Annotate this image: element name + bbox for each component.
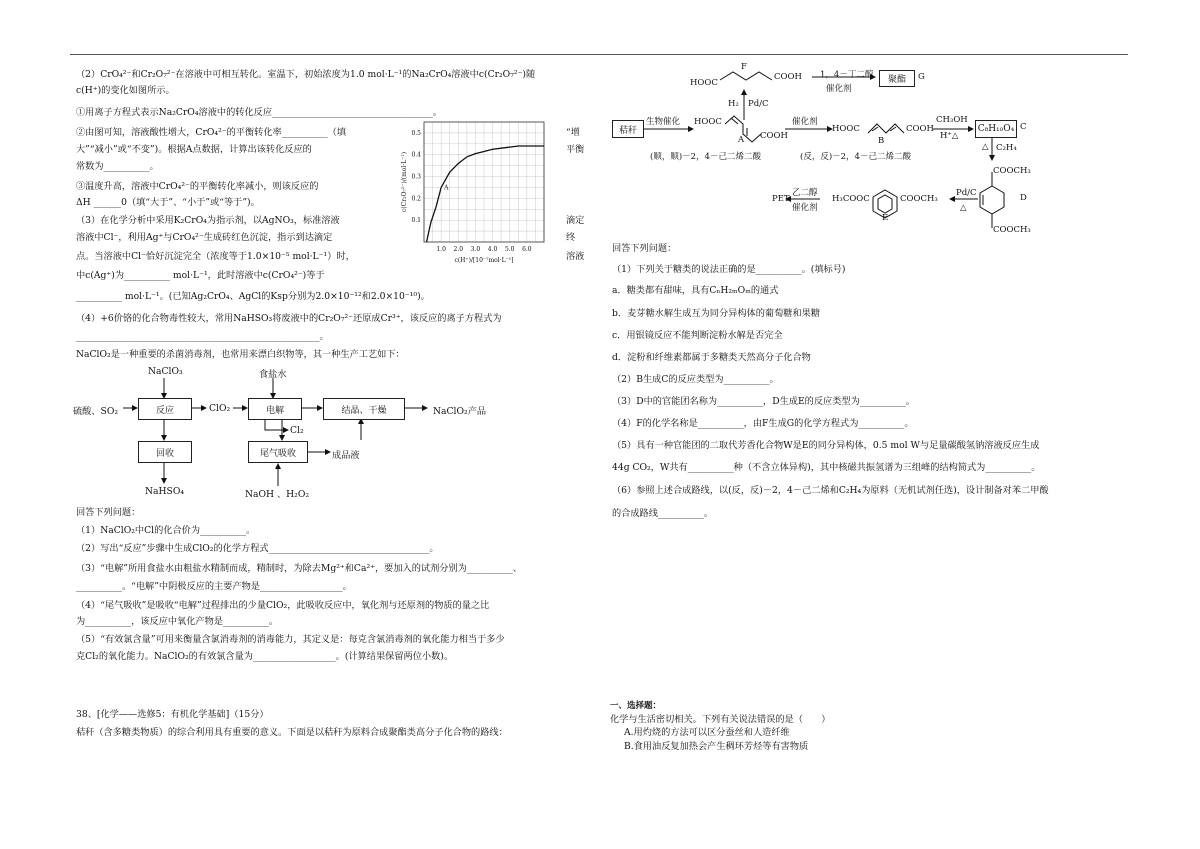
catalyst-3: 催化剂 bbox=[792, 203, 818, 213]
p5b: 克Cl₂的氧化能力。NaClO₂的有效氯含量为__________________。(计算结果保留两位小数)。 bbox=[76, 651, 454, 662]
side-word-2: 平衡 bbox=[566, 144, 585, 155]
q2-sub3a: ③温度升高，溶液中CrO₄²⁻的平衡转化率减小，则该反应的 bbox=[76, 181, 319, 192]
q2-intro-b: c(H⁺)的变化如图所示。 bbox=[76, 85, 175, 96]
straw-box bbox=[612, 120, 644, 138]
flow-brine: 食盐水 bbox=[259, 369, 287, 380]
polyester-label: 聚酯 bbox=[887, 75, 906, 85]
y-tick-label: 0.2 bbox=[411, 195, 421, 203]
rd: d．淀粉和纤维素都属于多糖类天然高分子化合物 bbox=[612, 352, 811, 363]
delta-1: △ bbox=[982, 142, 989, 152]
flow-cryst-label: 结晶、干燥 bbox=[341, 405, 387, 416]
x-tick-label: 3.0 bbox=[470, 246, 481, 253]
y-tick-label: 0.3 bbox=[411, 173, 421, 181]
r5b: 44g CO₂，W共有__________种（不含立体异构)，其中核磁共振氢谱为三组峰的结构简式为__________。 bbox=[612, 462, 1041, 473]
y-tick-label: 0.5 bbox=[411, 129, 421, 137]
a-label: A bbox=[738, 135, 745, 145]
c2h4: C₂H₄ bbox=[996, 143, 1017, 153]
x-tick-label: 5.0 bbox=[504, 246, 515, 253]
flow-nahso4: NaHSO₄ bbox=[145, 486, 185, 497]
r6b: 的合成路线__________。 bbox=[612, 508, 714, 519]
point-a-label: A bbox=[444, 184, 449, 192]
q3-e: __________ mol·L⁻¹。(已知Ag₂CrO₄、AgCl的Ksp分别为2.0×10⁻¹²和2.0×10⁻¹⁰)。 bbox=[76, 291, 430, 302]
p4a: （4）“尾气吸收”是吸收“电解”过程排出的少量ClO₂，此吸收反应中，氧化剂与还原剂的物质的量之比 bbox=[76, 600, 490, 611]
flow-cl2: Cl₂ bbox=[290, 425, 304, 436]
x-tick-label: 4.0 bbox=[487, 246, 498, 253]
x-tick-label: 1.0 bbox=[436, 246, 446, 253]
rc: c．用银镜反应不能判断淀粉水解是否完全 bbox=[612, 330, 783, 341]
y-tick-label: 0.4 bbox=[411, 151, 421, 159]
mc-question: 化学与生活密切相关。下列有关说法错误的是（ ） bbox=[610, 714, 831, 725]
catalyst-2: 催化剂 bbox=[792, 117, 818, 127]
q2-sub2a: ②由图可知，溶液酸性增大，CrO₄²⁻的平衡转化率__________（填 bbox=[76, 127, 347, 138]
flow-naclo3: NaClO₃ bbox=[148, 366, 183, 377]
flow-recycle-box bbox=[138, 441, 192, 463]
side-word-5: 溶液 bbox=[566, 251, 585, 262]
flow-react-box bbox=[138, 398, 192, 420]
series-line bbox=[427, 146, 544, 242]
q4-a: （4）+6价铬的化合物毒性较大，常用NaHSO₃将废液中的Cr₂O₇²⁻还原成Cr³⁺，该反应的离子方程式为 bbox=[76, 313, 502, 324]
f-formula-left: HOOC bbox=[690, 78, 718, 88]
q38-intro: 秸秆（含多糖类物质）的综合利用具有重要的意义。下面是以秸秆为原料合成聚酯类高分子化合物的路线： bbox=[76, 727, 508, 738]
f-formula-right: COOH bbox=[774, 72, 802, 82]
polyester-box bbox=[879, 70, 915, 87]
pet-label: PET bbox=[772, 194, 790, 204]
p3b: __________。“电解”中阴极反应的主要产物是__________________。 bbox=[76, 581, 352, 592]
d-top: COOCH₃ bbox=[993, 166, 1031, 176]
q38-title: 38、[化学——选修5：有机化学基础]（15分） bbox=[76, 709, 269, 720]
h-delta: H⁺△ bbox=[940, 131, 959, 141]
d-bottom: COOCH₃ bbox=[993, 225, 1031, 235]
p3a: （3）“电解”所用食盐水由粗盐水精制而成，精制时，为除去Mg²⁺和Ca²⁺，要加入的试剂分别为__________、 bbox=[76, 563, 522, 574]
pdc-label: Pd/C bbox=[748, 99, 769, 109]
rb: b．麦芽糖水解生成互为同分异构体的葡萄糖和果糖 bbox=[612, 308, 821, 319]
r2: （2）B生成C的反应类型为__________。 bbox=[612, 374, 779, 385]
pdc-2: Pd/C bbox=[956, 188, 977, 198]
b-name: (反，反)－2，4－己二烯二酸 bbox=[800, 152, 911, 162]
catalyst-1: 催化剂 bbox=[826, 84, 852, 94]
q4-b: _____________________________________________________。 bbox=[76, 331, 329, 342]
q3-b: 溶液中Cl⁻，利用Ag⁺与CrO₄²⁻生成砖红色沉淀，指示到达滴定 bbox=[76, 232, 333, 243]
side-word-1: “增 bbox=[566, 127, 580, 138]
flow-product: NaClO₂产品 bbox=[433, 406, 487, 417]
a-right: COOH bbox=[760, 131, 788, 141]
q2-intro-a: （2）CrO₄²⁻和Cr₂O₇²⁻在溶液中可相互转化。室温下，初始浓度为1.0 mol·L⁻¹的Na₂CrO₄溶液中c(Cr₂O₇²⁻)随 bbox=[76, 69, 536, 80]
synthesis-scheme bbox=[600, 58, 1120, 236]
a-name: (顺，顺)－2，4－己二烯二酸 bbox=[650, 152, 761, 162]
a-left: HOOC bbox=[694, 117, 722, 127]
flow-reagent: NaOH 、H₂O₂ bbox=[245, 489, 310, 500]
flow-electro-box bbox=[248, 398, 302, 420]
c-box bbox=[975, 120, 1017, 138]
c-formula: C₈H₁₀O₄ bbox=[977, 124, 1015, 134]
questions-header: 回答下列问题： bbox=[76, 507, 141, 518]
side-word-3: 滴定 bbox=[566, 215, 585, 226]
p5a: （5）“有效氯含量”可用来衡量含氯消毒剂的消毒能力，其定义是：每克含氯消毒剂的氧化能力相当于多少 bbox=[76, 634, 505, 645]
ch3oh: CH₃OH bbox=[936, 115, 968, 125]
b-right: COOH bbox=[906, 124, 934, 134]
flow-cryst-box bbox=[323, 398, 405, 420]
x-tick-label: 6.0 bbox=[522, 246, 532, 253]
p2: （2）写出“反应”步骤中生成ClO₂的化学方程式___________________________________。 bbox=[76, 543, 439, 554]
side-word-4: 终 bbox=[566, 232, 576, 243]
x-tick-label: 2.0 bbox=[453, 246, 464, 253]
straw-label: 秸秆 bbox=[618, 125, 637, 136]
bio-catalysis: 生物催化 bbox=[646, 117, 681, 127]
flow-electro-label: 电解 bbox=[265, 405, 284, 416]
g-label: G bbox=[918, 72, 925, 82]
h2-label: H₂ bbox=[728, 99, 739, 109]
flow-react-label: 反应 bbox=[155, 405, 174, 416]
p1: （1）NaClO₂中Cl的化合价为__________。 bbox=[76, 525, 256, 536]
r-header: 回答下列问题： bbox=[612, 243, 677, 254]
q3-a: （3）在化学分析中采用K₂CrO₄为指示剂，以AgNO₃，标准溶液 bbox=[76, 215, 340, 226]
glycol: 乙二醇 bbox=[792, 188, 818, 198]
q2-sub2b: 大”“减小”或“不变”)。根据A点数据，计算出该转化反应的 bbox=[76, 144, 312, 155]
flow-clo2: ClO₂ bbox=[209, 403, 231, 414]
mc-header: 一、选择题： bbox=[610, 701, 662, 711]
r6a: （6）参照上述合成路线，以(反，反)－2，4－己二烯和C₂H₄为原料（无机试剂任选)，设计制备对苯二甲酸 bbox=[612, 485, 1049, 496]
q2-sub3b: ΔH ______0（填“大于”、“小于”或“等于”)。 bbox=[76, 197, 260, 208]
d-label: D bbox=[1020, 193, 1027, 203]
ra: a．糖类都有甜味，具有CₙH₂ₘOₘ的通式 bbox=[612, 285, 779, 296]
q3-d: 中c(Ag⁺)为__________ mol·L⁻¹，此时溶液中c(CrO₄²⁻)等于 bbox=[76, 270, 325, 281]
r3: （3）D中的官能团名称为__________，D生成E的反应类型为__________。 bbox=[612, 396, 915, 407]
flow-tail-label: 尾气吸收 bbox=[259, 448, 296, 459]
y-tick-label: 0.1 bbox=[411, 217, 421, 225]
butanediol: 1，4－丁二醇 bbox=[820, 70, 874, 80]
r4: （4）F的化学名称是__________，由F生成G的化学方程式为__________。 bbox=[612, 418, 914, 429]
p4b: 为__________，该反应中氧化产物是__________。 bbox=[76, 616, 279, 627]
f-label: F bbox=[741, 62, 747, 72]
b-label: B bbox=[878, 136, 885, 146]
flow-tail-box bbox=[248, 441, 308, 463]
naclo2-intro: NaClO₂是一种重要的杀菌消毒剂，也常用来漂白织物等，其一种生产工艺如下： bbox=[76, 349, 405, 360]
e-label: E bbox=[882, 213, 889, 223]
flow-finished: 成品液 bbox=[332, 450, 360, 461]
q2-sub2c: 常数为__________。 bbox=[76, 161, 159, 172]
q2-sub1: ①用离子方程式表示Na₂CrO₄溶液中的转化反应___________________________________。 bbox=[76, 107, 442, 118]
flow-acid: 硫酸、SO₂ bbox=[73, 406, 119, 417]
r5a: （5）具有一种官能团的二取代芳香化合物W是E的同分异构体，0.5 mol W与足量碳酸氢钠溶液反应生成 bbox=[612, 440, 1040, 451]
delta-2: △ bbox=[960, 203, 967, 213]
b-left: HOOC bbox=[832, 124, 860, 134]
r1: （1）下列关于糖类的说法正确的是__________。(填标号) bbox=[612, 264, 846, 275]
mc-option-b: B.食用油反复加热会产生稠环芳烃等有害物质 bbox=[624, 741, 809, 752]
top-rule bbox=[70, 54, 1128, 55]
x-axis-label: c(H⁺)/[10⁻⁷mol·L⁻¹] bbox=[454, 257, 514, 264]
flow-recycle-label: 回收 bbox=[155, 448, 174, 459]
cr2o7-chart bbox=[398, 118, 558, 278]
y-axis-label: c(Cr₂O₇²⁻)/(mol·L⁻¹) bbox=[401, 151, 408, 213]
mc-option-a: A.用灼烧的方法可以区分蚕丝和人造纤维 bbox=[624, 727, 790, 738]
e-left: H₃COOC bbox=[832, 194, 870, 204]
q3-c: 点。当溶液中Cl⁻恰好沉淀完全（浓度等于1.0×10⁻⁵ mol·L⁻¹）时， bbox=[76, 251, 355, 262]
e-right: COOCH₃ bbox=[900, 194, 938, 204]
c-label: C bbox=[1020, 122, 1027, 132]
